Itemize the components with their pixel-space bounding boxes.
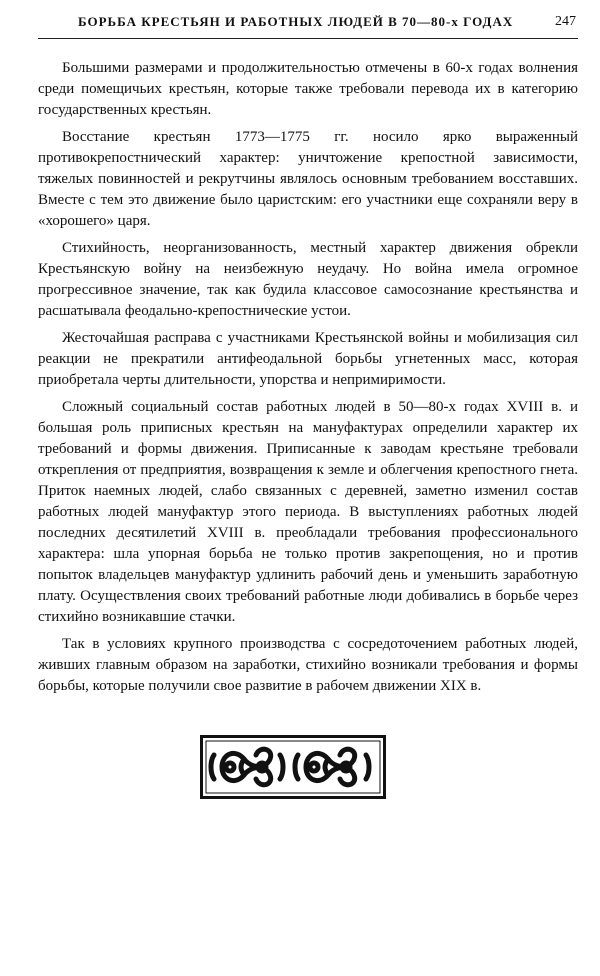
paragraph-3: Стихийность, неорганизованность, местный характер движения обрекли Крестьянскую войну на неизбежную неудачу. Но война имела огромное прогрессивное значение, так как будила классовое самосознание крестьянства и расшатывала феодально-крепостнические устои.	[38, 240, 578, 319]
paragraph-5: Сложный социальный состав работных людей в 50—80-х годах XVIII в. и большая роль приписных крестьян на мануфактурах определили характер их требований и формы движения. Приписанные к заводам крестьяне требовали открепления от предприятия, возвращения к земле и облегчения крепостного гнета. Приток наемных людей, слабо связанных с деревней, заметно изменил состав работных людей мануфактур этого периода. В выступлениях работных людей последних десятилетий XVIII в. преобладали требования профессионального характера: шла упорная борьба не только против закрепощения, но и против попыток владельцев мануфактур удлинить рабочий день и уменьшить заработную плату. Осуществления своих требований работные люди добивались в борьбе через стихийно возникавшие стачки.	[38, 399, 578, 625]
paragraph-2: Восстание крестьян 1773—1775 гг. носило ярко выраженный противокрепостнический характер: уничтожение крепостной зависимости, тяжелых повинностей и рекрутчины являлось основным требованием восставших. Вместе с тем это движение было царистским: его участники еще сохраняли веру в «хорошего» царя.	[38, 129, 578, 229]
running-header	[38, 14, 578, 36]
page-number: 247	[555, 14, 576, 29]
paragraph-4: Жесточайшая расправа с участниками Крестьянской войны и мобилизация сил реакции не прекратили антифеодальной борьбы угнетенных масс, которая приобретала черты длительности, упорства и непримиримости.	[38, 330, 578, 388]
paragraph-6: Так в условиях крупного производства с сосредоточением работных людей, живших главным образом на заработки, стихийно возникали требования и формы борьбы, которые получили свое развитие в рабочем движении XIX в.	[38, 636, 578, 694]
running-title: БОРЬБА КРЕСТЬЯН И РАБОТНЫХ ЛЮДЕЙ В 70—80-х ГОДАХ	[78, 14, 514, 29]
knotwork-ornament-icon	[200, 735, 386, 799]
paragraph-1: Большими размерами и продолжительностью отмечены в 60-х годах волнения среди помещичьих крестьян, которые также требовали перевода их в категорию государственных крестьян.	[38, 60, 578, 118]
body-text	[38, 58, 578, 703]
header-rule	[38, 38, 578, 39]
